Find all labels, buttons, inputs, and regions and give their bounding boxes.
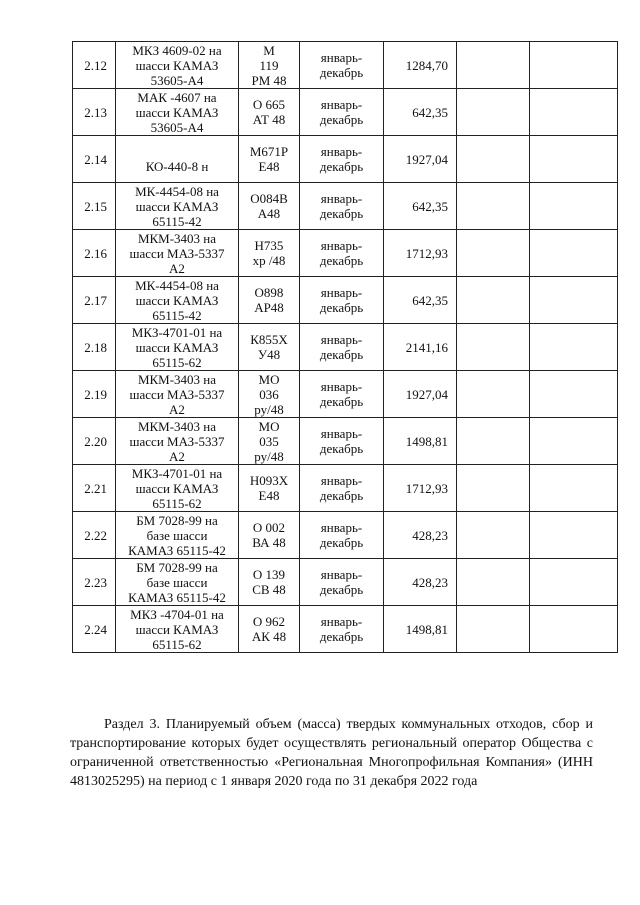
table-row [73,418,618,465]
table-body [73,42,618,653]
row-number: 2.24 [73,606,116,653]
vehicle-model: МАК -4607 на шасси КАМАЗ 53605-А4 [116,89,239,136]
empty-cell [457,136,530,183]
period: январь- декабрь [300,606,384,653]
vehicle-model: МКЗ 4609-02 на шасси КАМАЗ 53605-А4 [116,42,239,89]
table-row [73,559,618,606]
empty-cell [457,183,530,230]
license-plate: МО 036 ру/48 [239,371,300,418]
vehicle-model: МКЗ -4704-01 на шасси КАМАЗ 65115-62 [116,606,239,653]
period: январь- декабрь [300,230,384,277]
volume: 2141,16 [384,324,457,371]
table-row [73,136,618,183]
table-row [73,42,618,89]
row-number: 2.23 [73,559,116,606]
table-row [73,606,618,653]
table-row [73,89,618,136]
row-number: 2.18 [73,324,116,371]
empty-cell [457,277,530,324]
row-number: 2.12 [73,42,116,89]
row-number: 2.22 [73,512,116,559]
empty-cell [530,89,618,136]
empty-cell [530,559,618,606]
empty-cell [530,183,618,230]
table-row [73,183,618,230]
period: январь- декабрь [300,42,384,89]
empty-cell [530,606,618,653]
period: январь- декабрь [300,89,384,136]
table-row [73,512,618,559]
period: январь- декабрь [300,418,384,465]
vehicle-model: МКМ-3403 на шасси МАЗ-5337 А2 [116,371,239,418]
vehicle-model: МКМ-3403 на шасси МАЗ-5337 А2 [116,230,239,277]
period: январь- декабрь [300,324,384,371]
empty-cell [457,42,530,89]
license-plate: О898 АР48 [239,277,300,324]
table-row [73,277,618,324]
volume: 428,23 [384,559,457,606]
section-paragraph [70,715,593,791]
license-plate: Н735 хр /48 [239,230,300,277]
period: январь- декабрь [300,559,384,606]
vehicle-model: БМ 7028-99 на базе шасси КАМАЗ 65115-42 [116,512,239,559]
empty-cell [530,465,618,512]
table-row [73,230,618,277]
vehicle-model: БМ 7028-99 на базе шасси КАМАЗ 65115-42 [116,559,239,606]
license-plate: О 962 АК 48 [239,606,300,653]
license-plate: М 119 РМ 48 [239,42,300,89]
empty-cell [457,606,530,653]
vehicle-model: МК-4454-08 на шасси КАМАЗ 65115-42 [116,277,239,324]
row-number: 2.20 [73,418,116,465]
empty-cell [457,371,530,418]
license-plate: К855Х У48 [239,324,300,371]
empty-cell [530,324,618,371]
empty-cell [457,89,530,136]
empty-cell [530,42,618,89]
empty-cell [457,512,530,559]
volume: 1284,70 [384,42,457,89]
license-plate: О 665 АТ 48 [239,89,300,136]
table-row [73,324,618,371]
period: январь- декабрь [300,136,384,183]
license-plate: О 139 СВ 48 [239,559,300,606]
vehicle-model: МКМ-3403 на шасси МАЗ-5337 А2 [116,418,239,465]
volume: 1498,81 [384,606,457,653]
table-row [73,371,618,418]
vehicle-model: КО-440-8 н [116,136,239,183]
empty-cell [530,277,618,324]
volume: 1712,93 [384,230,457,277]
volume: 1927,04 [384,136,457,183]
period: январь- декабрь [300,465,384,512]
empty-cell [457,230,530,277]
empty-cell [530,418,618,465]
empty-cell [457,559,530,606]
volume: 642,35 [384,277,457,324]
empty-cell [530,512,618,559]
license-plate: М671Р Е48 [239,136,300,183]
table-row [73,465,618,512]
vehicle-model: МК-4454-08 на шасси КАМАЗ 65115-42 [116,183,239,230]
volume: 642,35 [384,183,457,230]
empty-cell [457,324,530,371]
row-number: 2.19 [73,371,116,418]
row-number: 2.15 [73,183,116,230]
license-plate: О084В А48 [239,183,300,230]
volume: 1498,81 [384,418,457,465]
row-number: 2.14 [73,136,116,183]
license-plate: Н093Х Е48 [239,465,300,512]
row-number: 2.13 [73,89,116,136]
volume: 428,23 [384,512,457,559]
row-number: 2.17 [73,277,116,324]
empty-cell [530,230,618,277]
volume: 1712,93 [384,465,457,512]
license-plate: О 002 ВА 48 [239,512,300,559]
period: январь- декабрь [300,183,384,230]
vehicle-table [72,41,618,653]
period: январь- декабрь [300,371,384,418]
vehicle-model: МКЗ-4701-01 на шасси КАМАЗ 65115-62 [116,465,239,512]
period: январь- декабрь [300,512,384,559]
section-text: Раздел 3. Планируемый объем (масса) твердых коммунальных отходов, сбор и транспортирование которых будет осуществлять региональный оператор Обществa с ограниченной ответственностью «Региональная Многопрофильная Компания» (ИНН 4813025295) на период с 1 января 2020 года по 31 декабря 2022 года [70,717,593,789]
period: январь- декабрь [300,277,384,324]
row-number: 2.21 [73,465,116,512]
empty-cell [530,371,618,418]
empty-cell [530,136,618,183]
vehicle-model: МКЗ-4701-01 на шасси КАМАЗ 65115-62 [116,324,239,371]
empty-cell [457,465,530,512]
volume: 1927,04 [384,371,457,418]
empty-cell [457,418,530,465]
row-number: 2.16 [73,230,116,277]
volume: 642,35 [384,89,457,136]
license-plate: МО 035 ру/48 [239,418,300,465]
